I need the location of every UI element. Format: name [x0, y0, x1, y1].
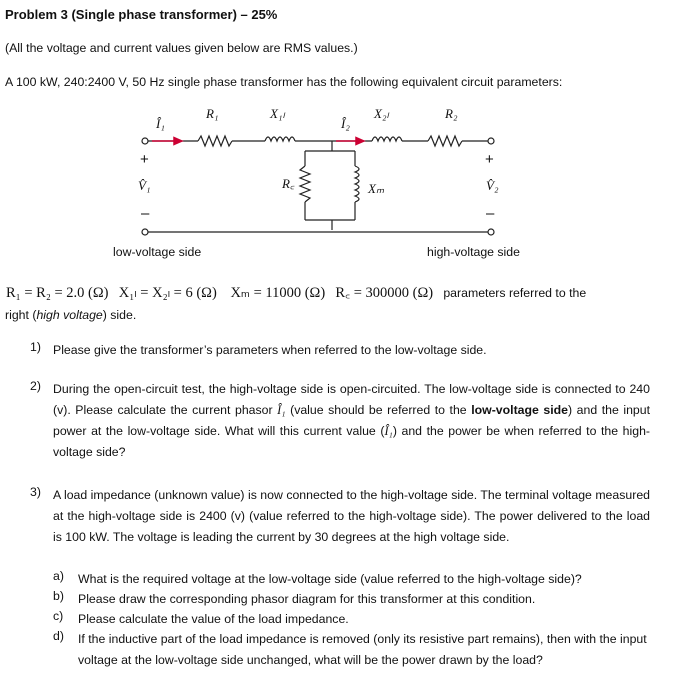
- x2l-inductor: [372, 137, 402, 141]
- v1-plus: +: [140, 151, 149, 168]
- problem-title: Problem 3 (Single phase transformer) – 25%: [5, 7, 278, 22]
- problem-intro: A 100 kW, 240:2400 V, 50 Hz single phase transformer has the following equivalent circuit parameters:: [5, 75, 563, 89]
- params-cont-c: ) side.: [102, 308, 137, 322]
- v2-minus: –: [486, 205, 495, 222]
- r2-resistor: [428, 136, 462, 146]
- question-3a: [53, 569, 653, 590]
- xm-equation: Xₘ = 11000 (Ω): [230, 285, 326, 301]
- sub-number: d): [53, 629, 64, 643]
- r-equation: R₁ = R₂ = 2.0 (Ω): [6, 285, 109, 301]
- v2-label: V̂₂: [486, 178, 499, 193]
- question-1: [30, 340, 650, 361]
- rms-note: (All the voltage and current values given below are RMS values.): [5, 41, 358, 55]
- q2-text-2: (value should be referred to the: [290, 403, 467, 417]
- params-cont-b: high voltage: [36, 308, 103, 322]
- params-cont-a: right (: [5, 308, 37, 322]
- x2l-label: X₂ₗ: [374, 106, 389, 121]
- parameter-values-cont: [5, 308, 136, 322]
- sub-number: a): [53, 569, 64, 583]
- terminal-top-right: [488, 138, 494, 144]
- equivalent-circuit-diagram: [0, 96, 686, 266]
- question-number: 3): [30, 485, 41, 499]
- i2-label: Î₂: [341, 116, 350, 131]
- i1-label: Î₁: [156, 116, 165, 131]
- parameter-values: [6, 282, 586, 302]
- r1-resistor: [198, 136, 232, 146]
- r1-label: R₁: [206, 106, 219, 121]
- question-3c: [53, 609, 653, 630]
- xm-label: Xₘ: [368, 181, 385, 196]
- question-3d: [53, 629, 653, 671]
- q2-text-1: During the open-circuit test, the high-voltage side is open-circuited. The low-voltage side is connected to 240 (v). Please calculate the current phasor: [53, 382, 650, 417]
- sub-text: Please draw the corresponding phasor diagram for this transformer at this condition.: [78, 592, 536, 606]
- r2-label: R₂: [445, 106, 458, 121]
- terminal-bottom-left: [142, 229, 148, 235]
- sub-number: c): [53, 609, 64, 623]
- question-3: [30, 485, 650, 548]
- sub-text: What is the required voltage at the low-voltage side (value referred to the high-voltage side)?: [78, 572, 582, 586]
- question-2: [30, 379, 650, 463]
- question-text: Please give the transformer’s parameters when referred to the low-voltage side.: [53, 343, 487, 357]
- i1-arrow: [174, 138, 182, 145]
- sub-text: If the inductive part of the load impedance is removed (only its resistive part remains), then with the input voltage at the low-voltage side unchanged, what will be the power drawn by the load?: [78, 632, 647, 667]
- rc-label: R꜀: [282, 176, 295, 191]
- q2-phasor: Î₁: [277, 403, 286, 417]
- terminal-top-left: [142, 138, 148, 144]
- sub-number: b): [53, 589, 64, 603]
- high-voltage-side-label: high-voltage side: [427, 245, 520, 259]
- question-text: A load impedance (unknown value) is now connected to the high-voltage side. The terminal voltage measured at the high-voltage side is 2400 (v) (value referred to the high-voltage side). The power delivered to the load is 100 kW. The voltage is leading the current by 30 degrees at the high voltage side.: [53, 488, 650, 544]
- xm-inductor: [355, 166, 359, 202]
- sub-text: Please calculate the value of the load impedance.: [78, 612, 349, 626]
- v1-minus: –: [141, 205, 150, 222]
- low-voltage-side-label: low-voltage side: [113, 245, 202, 259]
- q2-text-3: ) and the input power at the low-voltage side. What will this current value (: [53, 403, 651, 438]
- q2-bold: low-voltage side: [471, 403, 569, 417]
- q2-phasor-2: Î₁: [384, 424, 393, 438]
- q2-text-4: ) and the power be when referred to the high-voltage side?: [53, 424, 650, 459]
- question-3b: [53, 589, 653, 610]
- v2-plus: +: [485, 151, 494, 168]
- question-number: 2): [30, 379, 41, 393]
- rc-equation: R꜀ = 300000 (Ω): [335, 285, 434, 301]
- x1l-inductor: [265, 137, 295, 141]
- i2-arrow: [356, 138, 364, 145]
- v1-label: V̂₁: [138, 178, 151, 193]
- params-tail: parameters referred to the: [443, 286, 587, 300]
- terminal-bottom-right: [488, 229, 494, 235]
- x-equation: X₁ₗ = X₂ₗ = 6 (Ω): [118, 285, 217, 301]
- question-number: 1): [30, 340, 41, 354]
- question-text: [53, 379, 650, 463]
- rc-resistor: [300, 166, 310, 202]
- x1l-label: X₁ₗ: [270, 106, 285, 121]
